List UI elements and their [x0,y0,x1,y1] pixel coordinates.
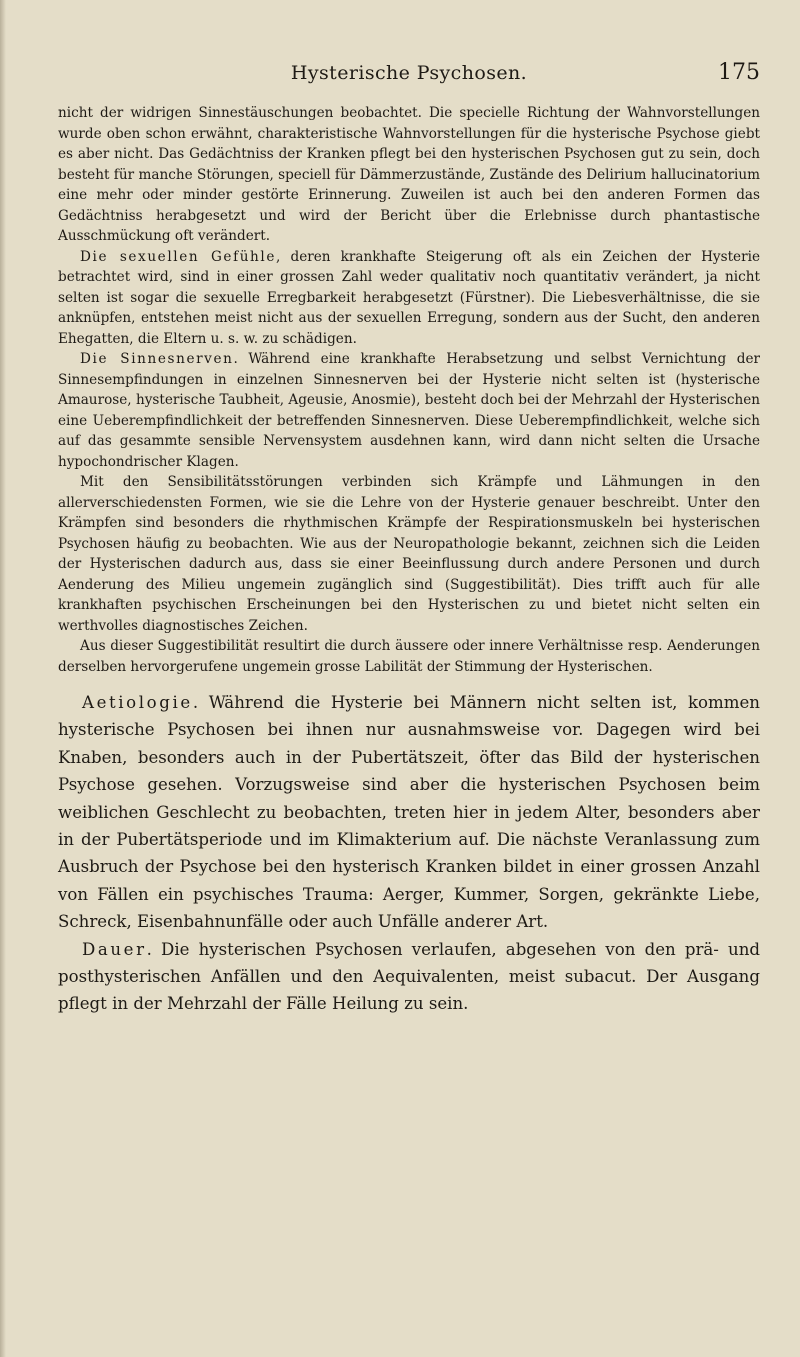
page-number: 175 [718,60,760,85]
large-print-section [58,689,760,1018]
running-head: Hysterische Psychosen. [290,62,528,84]
paragraph-text: Mit den Sensibilitätsstörungen verbinden sich Krämpfe und Lähmungen in den allerverschiedensten Formen, wie sie die Lehre von der Hysterie genauer beschreibt. Unter den Krämpfen sind besonders die rhythmischen Krämpfe der Respirationsmuskeln bei hysterischen Psychosen häufig zu beobachten. Wie aus der Neuropathologie bekannt, zeichnen sich die Leiden der Hysterischen dadurch aus, dass sie einer Beeinflussung durch andere Personen und durch Aenderung des Milieu ungemein zugänglich sind (Suggestibilität). Dies trifft auch für alle krankhaften psychischen Erscheinungen bei den Hysterischen zu und bietet nicht selten ein werthvolles diagnostisches Zeichen. [58,474,760,634]
paragraph [58,689,760,936]
page-binding-edge [0,0,6,1357]
spaced-lead-term: Die Sinnesnerven [80,351,234,367]
paragraph [58,247,760,350]
paragraph-text: nicht der widrigen Sinnestäuschungen beobachtet. Die specielle Richtung der Wahnvorstellungen wurde oben schon erwähnt, charakteristische Wahnvorstellungen für die hysterische Psychose giebt es aber nicht. Das Gedächtniss der Kranken pflegt bei den hysterischen Psychosen gut zu sein, doch besteht für manche Störungen, speciell für Dämmerzustände, Zustände des Delirium hallucinatorium eine mehr oder minder gestörte Erinnerung. Zuweilen ist auch bei den anderen Formen das Gedächtniss herabgesetzt und wird der Bericht über die Erlebnisse durch phantastische Ausschmückung oft verändert. [58,105,760,244]
paragraph [58,103,760,247]
paragraph [58,472,760,636]
paragraph-text: . Die hysterischen Psychosen verlaufen, abgesehen von den prä- und posthysterischen Anfällen und den Aequivalenten, meist subacut. Der Ausgang pflegt in der Mehrzahl der Fälle Heilung zu sein. [58,939,760,1014]
paragraph-text: Aus dieser Suggestibilität resultirt die durch äussere oder innere Verhältnisse resp. Aenderungen derselben hervorgerufene ungemein grosse Labilität der Stimmung der Hysterischen. [58,638,760,675]
paragraph-text: . Während die Hysterie bei Männern nicht selten ist, kommen hysterische Psychosen bei ihnen nur ausnahmsweise vor. Dagegen wird bei Knaben, besonders auch in der Pubertätszeit, öfter das Bild der hysterischen Psychose gesehen. Vorzugsweise sind aber die hysterischen Psychosen beim weiblichen Geschlecht zu beobachten, treten hier in jedem Alter, besonders aber in der Pubertätsperiode und im Klimakterium auf. Die nächste Veranlassung zum Ausbruch der Psychose bei den hysterisch Kranken bildet in einer grossen Anzahl von Fällen ein psychisches Trauma: Aerger, Kummer, Sorgen, gekränkte Liebe, Schreck, Eisenbahnunfälle oder auch Unfälle anderer Art. [58,693,760,932]
spaced-lead-term: Aetiologie [82,693,193,712]
spaced-lead-term: Die sexuellen Gefühle [80,248,277,265]
page-header [58,62,760,88]
paragraph [58,936,760,1018]
spaced-lead-term: Dauer [82,939,147,959]
small-print-section [58,103,760,677]
paragraph [58,349,760,472]
paragraph-text: . Während eine krankhafte Herabsetzung und selbst Vernichtung der Sinnesempfindungen in einzelnen Sinnesnerven bei der Hysterie nicht selten ist (hysterische Amaurose, hysterische Taubheit, Ageusie, Anosmie), besteht doch bei der Mehrzahl der Hysterischen eine Ueberempfindlichkeit der betreffenden Sinnesnerven. Diese Ueberempfindlichkeit, welche sich auf das gesammte sensible Nervensystem ausdehnen kann, wird dann nicht selten die Ursache hypochondrischer Klagen. [58,351,760,470]
paragraph-text: , deren krankhafte Steigerung oft als ein Zeichen der Hysterie betrachtet wird, sind in einer grossen Zahl weder qualitativ noch quantitativ verändert, ja nicht selten ist sogar die sexuelle Erregbarkeit herabgesetzt (Fürstner). Die Liebesverhältnisse, die sie anknüpfen, entstehen meist nicht aus der sexuellen Erregung, sondern aus der Sucht, den anderen Ehegatten, die Eltern u. s. w. zu schädigen. [58,248,760,347]
page-body [58,103,760,1018]
paragraph [58,636,760,677]
